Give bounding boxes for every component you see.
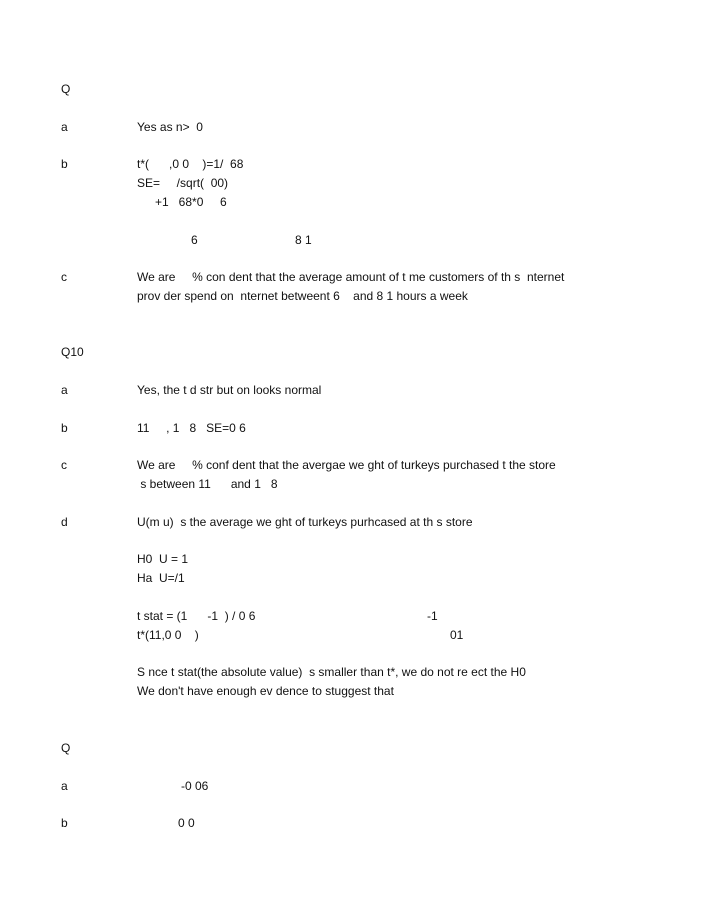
question-heading-q11: Q xyxy=(61,741,71,755)
interval-high-q9: 8 1 xyxy=(295,233,312,247)
answer-q9-b-line1: t*( ,0 0 )=1/ 68 xyxy=(137,157,244,171)
part-label-q11-b: b xyxy=(61,816,68,830)
answer-q9-c-line1: We are % con dent that the average amount of t me customers of th s nternet xyxy=(137,270,565,284)
conclusion-line1: S nce t stat(the absolute value) s smaller than t*, we do not re ect the H0 xyxy=(137,665,526,679)
part-label-q9-a: a xyxy=(61,120,68,134)
alternative-hypothesis: Ha U=/1 xyxy=(137,571,185,585)
t-statistic: t stat = (1 -1 ) / 0 6 xyxy=(137,609,256,623)
answer-q10-c-line1: We are % conf dent that the avergae we ght of turkeys purchased t the store xyxy=(137,458,556,472)
t-critical-value: 01 xyxy=(450,628,464,642)
part-label-q9-b: b xyxy=(61,157,68,171)
null-hypothesis: H0 U = 1 xyxy=(137,552,189,566)
question-heading-q10: Q10 xyxy=(61,345,84,359)
answer-q11-a: -0 06 xyxy=(181,779,209,793)
answer-q10-a: Yes, the t d str but on looks normal xyxy=(137,383,322,397)
interval-low-q9: 6 xyxy=(191,233,198,247)
part-label-q11-a: a xyxy=(61,779,68,793)
part-label-q10-c: c xyxy=(61,458,67,472)
answer-q9-b-line3: +1 68*0 6 xyxy=(155,195,227,209)
answer-q9-a: Yes as n> 0 xyxy=(137,120,203,134)
answer-q9-c-line2: prov der spend on nternet betweent 6 and 8 1 hours a week xyxy=(137,289,468,303)
part-label-q10-a: a xyxy=(61,383,68,397)
answer-q10-d-line1: U(m u) s the average we ght of turkeys purhcased at th s store xyxy=(137,515,473,529)
answer-q9-b-line2: SE= /sqrt( 00) xyxy=(137,176,229,190)
part-label-q10-d: d xyxy=(61,515,68,529)
part-label-q9-c: c xyxy=(61,270,67,284)
answer-q11-b: 0 0 xyxy=(178,816,195,830)
question-heading-q9: Q xyxy=(61,82,71,96)
conclusion-line2: We don't have enough ev dence to stuggest that xyxy=(137,684,394,698)
t-critical: t*(11,0 0 ) xyxy=(137,628,199,642)
part-label-q10-b: b xyxy=(61,421,68,435)
t-statistic-value: -1 xyxy=(427,609,438,623)
answer-q10-b: 11 , 1 8 SE=0 6 xyxy=(137,421,246,435)
answer-q10-c-line2: s between 11 and 1 8 xyxy=(137,477,278,491)
